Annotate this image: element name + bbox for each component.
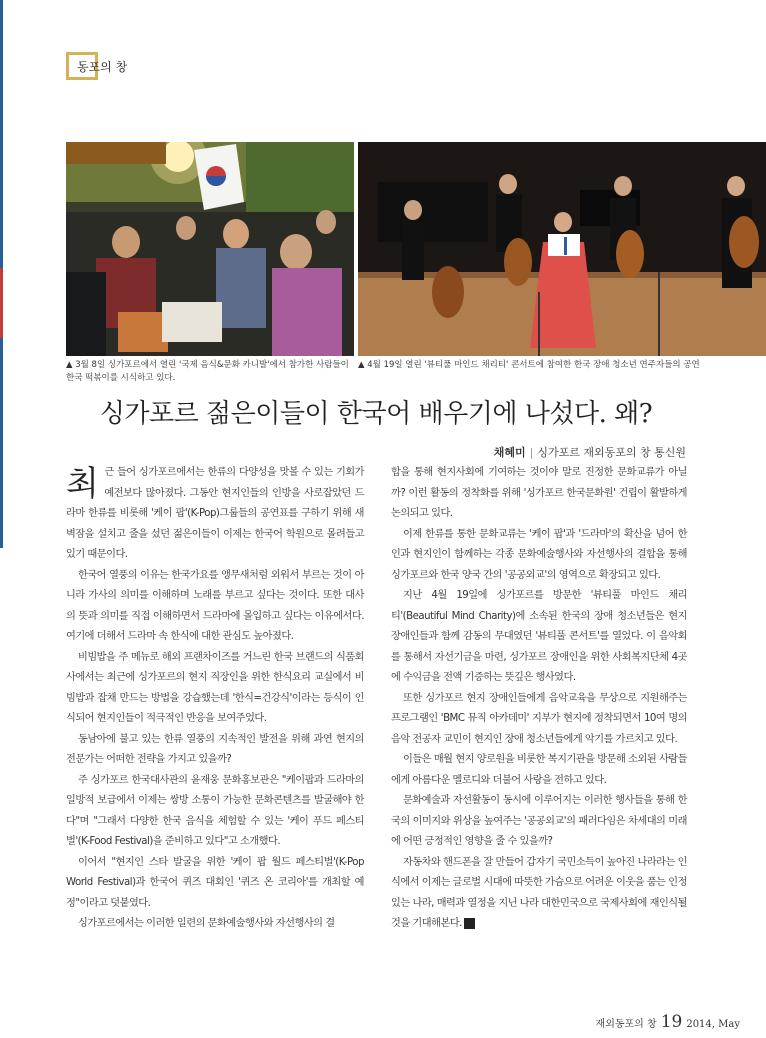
- article-paragraph: 동남아에 불고 있는 한류 열풍의 지속적인 발전을 위해 과연 현지의 전문가는 어떠한 전략을 가지고 있을까?: [66, 733, 364, 765]
- edge-band-red: [0, 268, 3, 338]
- article-paragraph: [66, 463, 364, 566]
- article-paragraph: 이제 한류를 통한 문화교류는 '케이 팝'과 '드라마'의 확산을 넘어 한인과 현지인이 함께하는 각종 문화예술행사와 자선행사의 결합을 통해 싱가포르와 한국 양국 간의 '공공외교'의 영역으로 확장되고 있다.: [391, 528, 687, 581]
- section-tag: [66, 52, 128, 80]
- article-column-left: [66, 463, 364, 935]
- article-paragraph: 합을 통해 현지사회에 기여하는 것이야 말로 진정한 문화교류가 아닐까? 이런 활동의 정착화를 위해 '싱가포르 한국문화원' 건립이 활발하게 논의되고 있다.: [391, 467, 687, 519]
- article-paragraph: 문화예술과 자선활동이 동시에 이루어지는 이러한 행사들을 통해 한국의 이미지와 위상을 높여주는 '공공외교'의 패러다임은 차세대의 미래에 어떤 긍정적인 영향을 줄 수 있을까?: [391, 795, 687, 847]
- article-paragraph: 또한 싱가포르 현지 장애인들에게 음악교육을 무상으로 지원해주는 프로그램인 'BMC 뮤직 아카데미' 지부가 현지에 정착되면서 10여 명의 음악 전공자 교민이 현지인 장애 청소년들에게 악기를 가르치고 있다.: [391, 692, 687, 745]
- edge-band-blue: [0, 0, 3, 268]
- article-paragraph: 지난 4월 19일에 싱가포르를 방문한 '뷰티풀 마인드 채리티'(Beautiful Mind Charity)에 소속된 한국의 장애 청소년들은 현지 장애인들과 함께 감동의 무대였던 '뷰티풀 콘서트'를 열었다. 이 음악회를 통해서 자선기금을 마련, 싱가포르 장애인을 위한 사회복지단체 4곳에 수익금을 전액 기증하는 뜻깊은 행사였다.: [391, 590, 687, 683]
- article-paragraph-text: 자동차와 핸드폰을 잘 만들어 갑자기 국민소득이 높아진 나라라는 인식에서 이제는 글로벌 시대에 따뜻한 가슴으로 어려운 이웃을 품는 인정 있는 나라, 매력과 열정을 지닌 나라 대한민국으로 국제사회에 재인식될 것을 기대해본다.: [391, 856, 687, 929]
- byline-author: 채혜미: [493, 446, 526, 459]
- drop-cap: 최: [66, 464, 99, 504]
- article-paragraph: 이어서 "현지인 스타 발굴을 위한 '케이 팝 월드 페스티벌'(K-Pop World Festival)과 한국어 퀴즈 대회인 '퀴즈 온 코리아'를 개최할 예정"이라고 덧붙였다.: [66, 856, 364, 909]
- concert-photo: [358, 142, 766, 356]
- footer-date: 2014, May: [686, 1019, 740, 1030]
- article-paragraph: 한국어 열풍의 이유는 한국가요를 앵무새처럼 외워서 부르는 것이 아니라 가사의 의미를 이해하며 노래를 부르고 싶다는 것이다. 또한 대사의 뜻과 의미를 직접 이해하면서 드라마에 몰입하고 싶다는 이유에서다. 여기에 더해서 드라마 속 한식에 대한 관심도 높아졌다.: [66, 569, 364, 642]
- footer-publication: 재외동포의 창: [595, 1019, 657, 1030]
- article-paragraph: 싱가포르에서는 이러한 일련의 문화예술행사와 자선행사의 결: [78, 918, 335, 929]
- page-footer: [540, 1012, 740, 1032]
- photo-caption-right: ▲ 4월 19일 열린 '뷰티풀 마인드 채리티' 콘서트에 참여한 한국 장애 청소년 연주자들의 공연: [358, 360, 700, 370]
- byline-role: 싱가포르 재외동포의 창 통신원: [537, 446, 686, 459]
- end-mark-icon: [464, 918, 475, 929]
- festival-photo: [66, 142, 354, 356]
- edge-band-blue-lower: [0, 338, 3, 548]
- byline: [440, 444, 686, 460]
- article-paragraph-text: 근 들어 싱가포르에서는 한류의 다양성을 맛볼 수 있는 기회가 예전보다 많아졌다. 그동안 현지인들의 인방을 사로잡았던 드라마 한류를 비롯해 '케이 팝'(K-Pop)그룹들의 공연표를 구하기 위해 새벽잠을 설치고 줄을 섰던 젊은이들이 이제는 한국어 학원으로 몰려들고 있기 때문이다.: [66, 467, 364, 560]
- page-number: 19: [660, 1012, 683, 1032]
- article-column-right: [391, 463, 687, 935]
- photo-caption-left: ▲ 3월 8일 싱가포르에서 열린 '국제 음식&문화 카니발'에서 참가한 사람들이 한국 떡볶이를 시식하고 있다.: [66, 360, 349, 383]
- article-paragraph: 주 싱가포르 한국대사관의 윤재웅 문화홍보관은 "케이팝과 드라마의 일방적 보급에서 이제는 쌍방 소통이 가능한 문화콘텐츠를 발굴해야 한다"며 "그래서 다양한 한국 음식을 체험할 수 있는 '케이 푸드 페스티벌'(K-Food Festival)을 준비하고 있다"고 소개했다.: [66, 774, 364, 847]
- article-paragraph-last: [391, 853, 687, 935]
- byline-separator: |: [529, 446, 534, 459]
- article-headline: 싱가포르 젊은이들이 한국어 배우기에 나섰다. 왜?: [99, 399, 653, 429]
- article-paragraph: 비빔밥을 주 메뉴로 해외 프랜차이즈를 거느린 한국 브랜드의 식품회사에서는 최근에 싱가포르의 현지 직장인을 위한 한식요리 교실에서 비빔밥과 잡채 만드는 방법을 강습했는데 '한식=건강식'이라는 등식이 인식되어 현지인들이 적극적인 반응을 보여주었다.: [66, 651, 364, 724]
- section-tag-label: 동포의 창: [77, 59, 128, 74]
- article-paragraph: 이들은 매월 현지 양로원을 비롯한 복지기관을 방문해 소외된 사람들에게 아름다운 멜로디와 더불어 사랑을 전하고 있다.: [391, 754, 687, 786]
